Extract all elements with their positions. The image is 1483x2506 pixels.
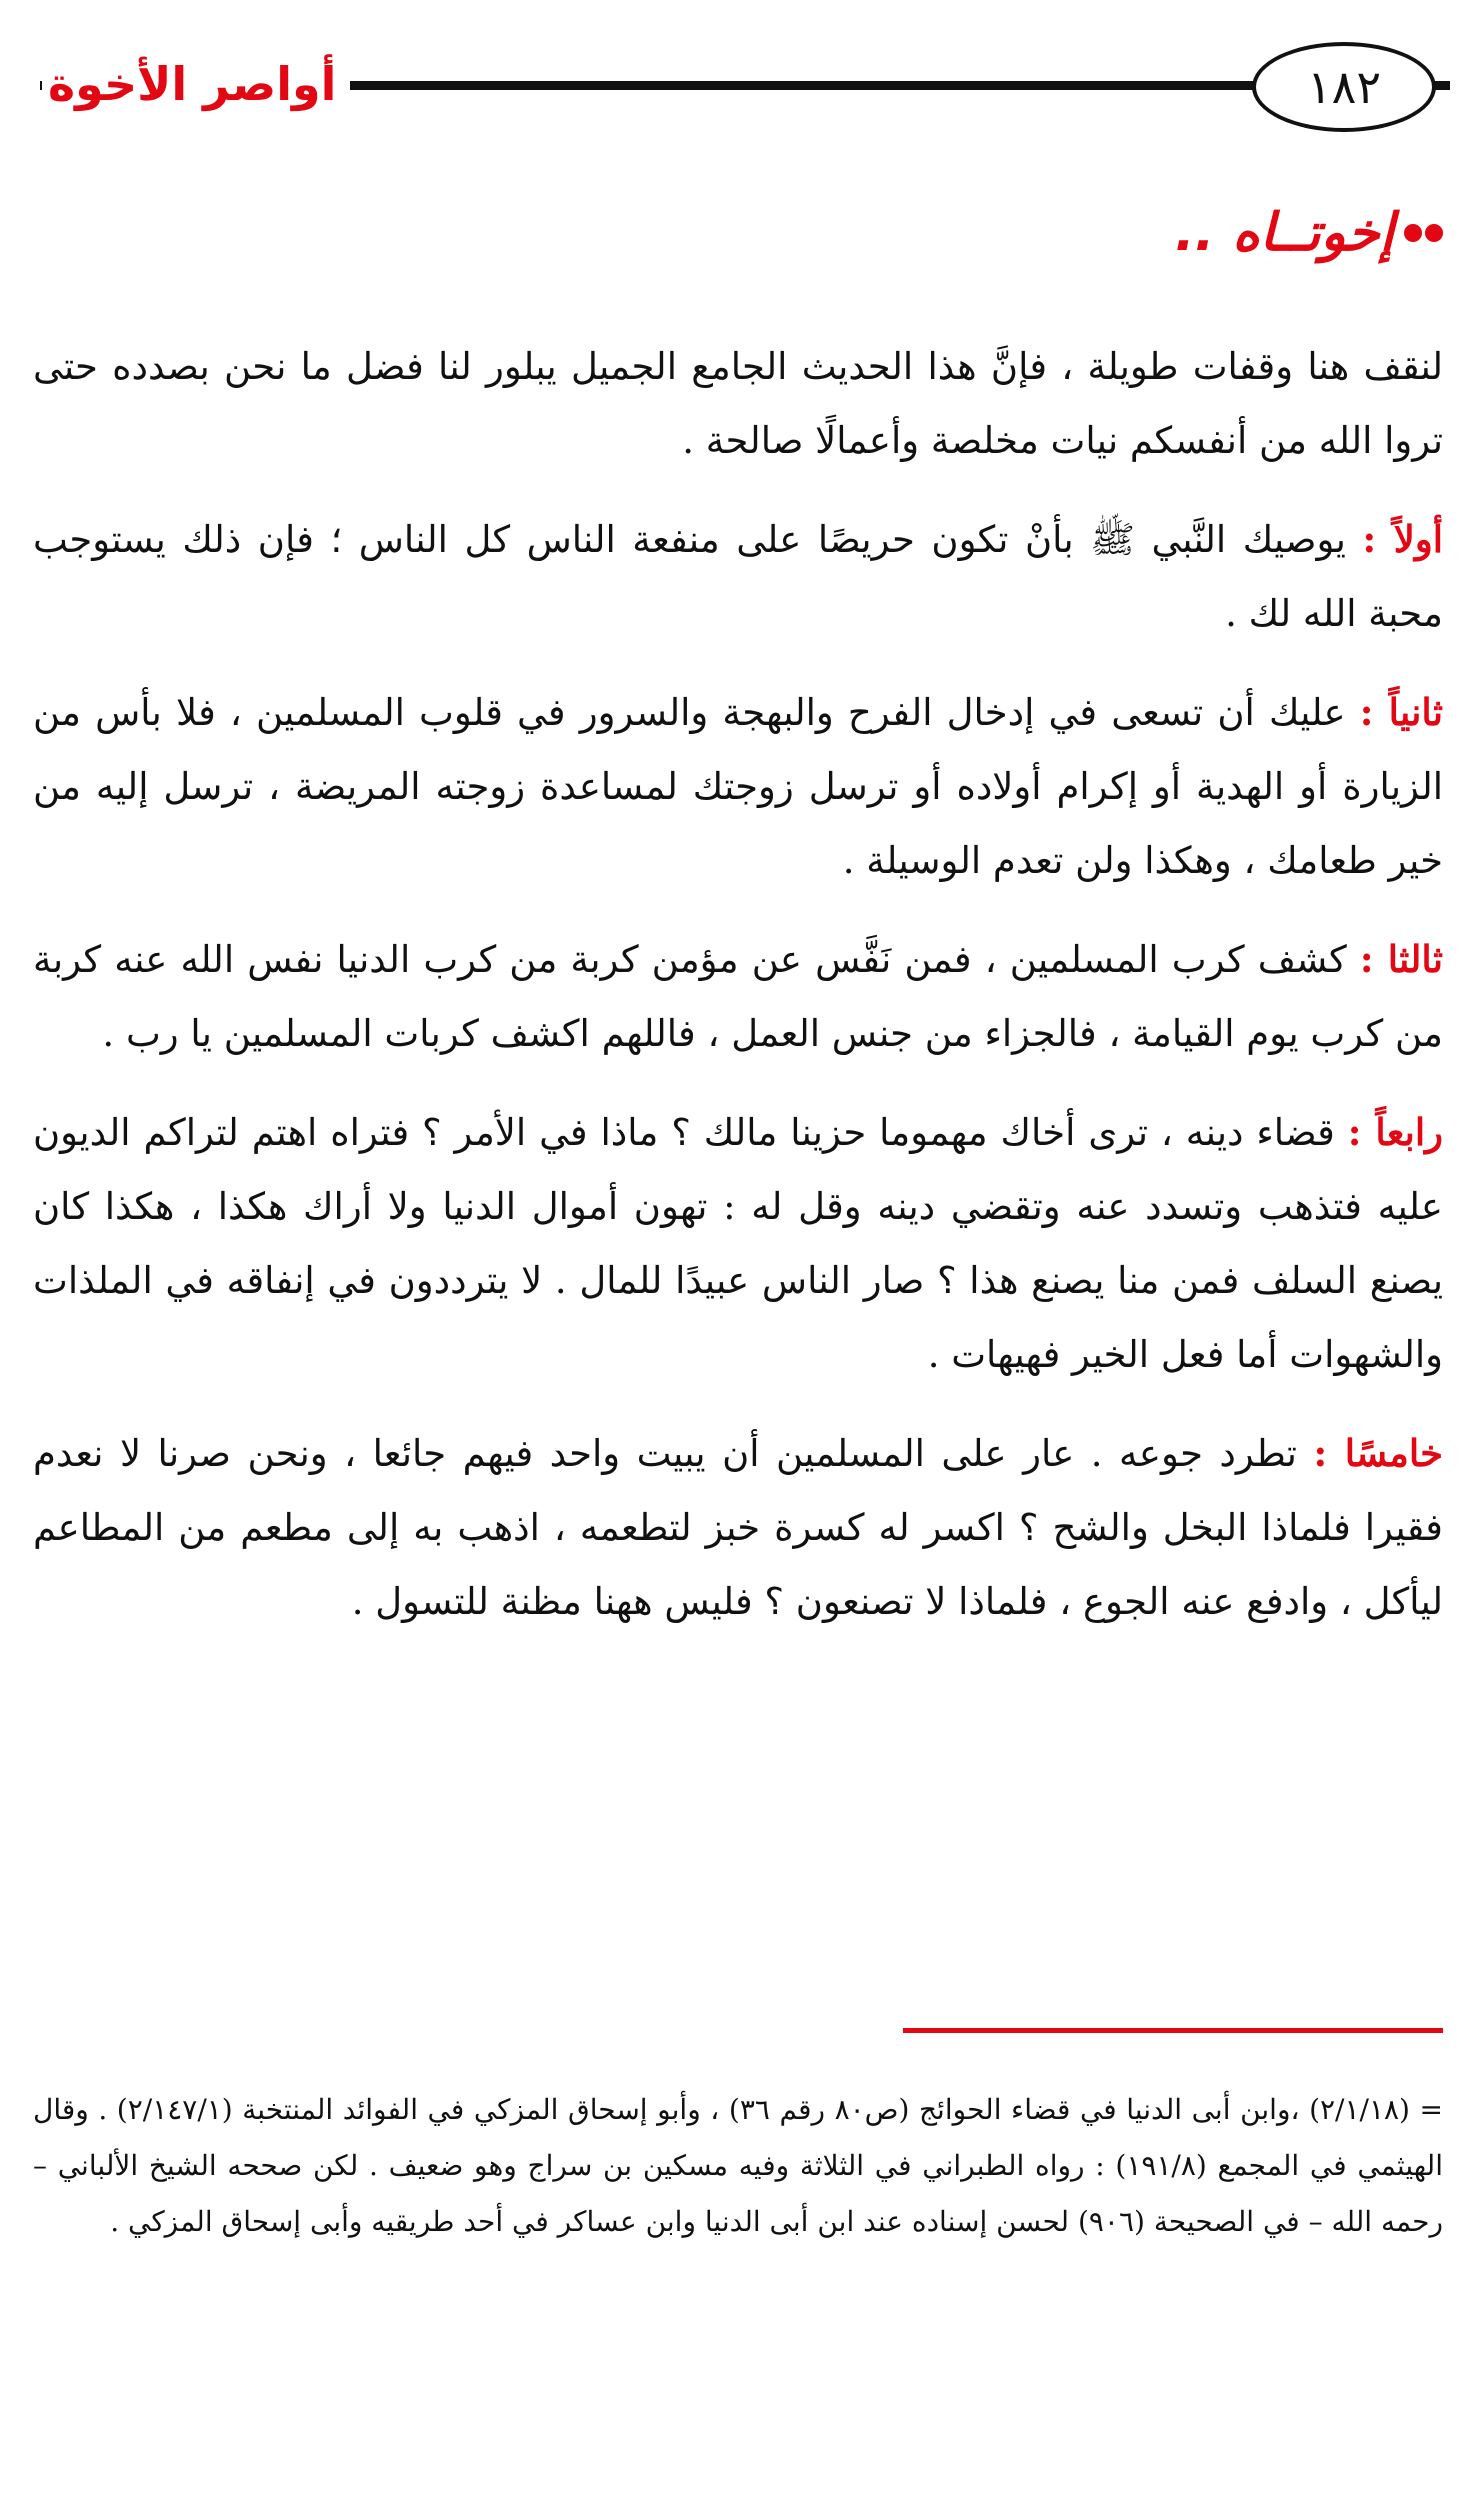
paragraph-text: كشف كرب المسلمين ، فمن نَفَّس عن مؤمن كربة من كرب الدنيا نفس الله عنه كربة من كرب يوم القيامة ، فالجزاء من جنس العمل ، فاللهم اكشف كربات المسلمين يا رب . xyxy=(33,938,1443,1055)
paragraph-fourth xyxy=(33,1095,1443,1392)
bullet-dot-icon xyxy=(1404,224,1422,242)
page-header xyxy=(40,40,1450,130)
paragraph-text: يوصيك النَّبي ﷺ بأنْ تكون حريصًا على منفعة الناس كل الناس ؛ فإن ذلك يستوجب محبة الله لك . xyxy=(33,518,1443,635)
body-text xyxy=(33,330,1443,1663)
page-number: ١٨٢ xyxy=(1306,60,1382,114)
paragraph-fifth xyxy=(33,1416,1443,1639)
paragraph-text: عليك أن تسعى في إدخال الفرح والبهجة والسرور في قلوب المسلمين ، فلا بأس من الزيارة أو الهدية أو إكرام أولاده أو ترسل زوجتك لمساعدة زوجته المريضة ، ترسل إليه من خير طعامك ، وهكذا ولن تعدم الوسيلة . xyxy=(33,691,1443,882)
bullet-dot-icon xyxy=(1425,224,1443,242)
paragraph-lead: أولاً : xyxy=(1362,517,1443,561)
paragraph-lead: خامسًا : xyxy=(1313,1431,1443,1475)
paragraph-lead: ثانياً : xyxy=(1359,690,1443,734)
bullet-dots-icon xyxy=(1404,224,1443,242)
paragraph-intro xyxy=(33,330,1443,478)
paragraph-lead: رابعاً : xyxy=(1347,1110,1443,1154)
paragraph-third xyxy=(33,922,1443,1071)
footnote xyxy=(33,2082,1443,2250)
footnote-text: = (٢/١/١٨) ،وابن أبى الدنيا في قضاء الحوائج (ص٨٠ رقم ٣٦) ، وأبو إسحاق المزكي في الفوائد المنتخبة (٢/١٤٧/١) . وقال الهيثمي في المجمع (١٩١/٨) : رواه الطبراني في الثلاثة وفيه مسكين بن سراج وهو ضعيف . لكن صححه الشيخ الألباني – رحمه الله – في الصحيحة (٩٠٦) لحسن إسناده عند ابن أبى الدنيا وابن عساكر في أحد طريقيه وأبى إسحاق المزكي . xyxy=(33,2093,1443,2238)
section-heading xyxy=(1175,198,1443,268)
paragraph-text: تطرد جوعه . عار على المسلمين أن يبيت واحد فيهم جائعا ، ونحن صرنا لا نعدم فقيرا فلماذا البخل والشح ؟ اكسر له كسرة خبز لتطعمه ، اذهب به إلى مطعم من المطاعم ليأكل ، وادفع عنه الجوع ، فلماذا لا تصنعون ؟ فليس ههنا مظنة للتسول . xyxy=(33,1432,1443,1623)
paragraph-second xyxy=(33,675,1443,898)
section-heading-text: إخوتــاه .. xyxy=(1174,203,1394,263)
paragraph-text: لنقف هنا وقفات طويلة ، فإنَّ هذا الحديث الجامع الجميل يبلور لنا فضل ما نحن بصدده حتى تروا الله من أنفسكم نيات مخلصة وأعمالًا صالحة . xyxy=(33,345,1443,462)
page-number-oval xyxy=(1252,42,1436,132)
paragraph-lead: ثالثا : xyxy=(1359,937,1444,981)
footnote-divider xyxy=(903,2028,1443,2033)
paragraph-first xyxy=(33,502,1443,651)
paragraph-text: قضاء دينه ، ترى أخاك مهموما حزينا مالك ؟ ماذا في الأمر ؟ فتراه اهتم لتراكم الديون عليه فتذهب وتسدد عنه وتقضي دينه وقل له : تهون أموال الدنيا ولا أراك هكذا ، هكذا كان يصنع السلف فمن منا يصنع هذا ؟ صار الناس عبيدًا للمال . لا يترددون في إنفاقه في الملذات والشهوات أما فعل الخير فهيهات . xyxy=(33,1111,1443,1376)
book-title: أواصر الأخوة xyxy=(42,54,350,114)
